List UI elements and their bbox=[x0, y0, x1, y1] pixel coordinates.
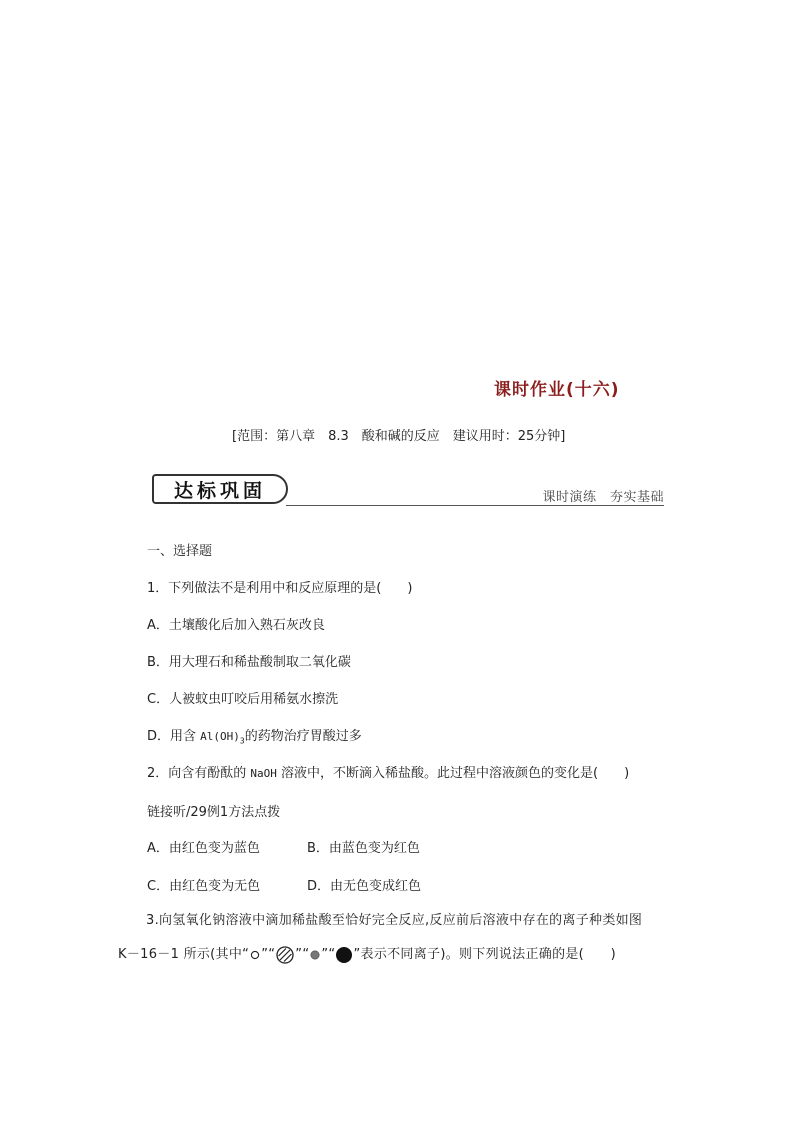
q3-line2-suffix: 表示不同离子)。则下列说法正确的是( ) bbox=[360, 947, 617, 962]
q1-option-d-suffix: 的药物治疗胃酸过多 bbox=[244, 729, 362, 744]
q3-line2-prefix: K－16－1 所示(其中“ bbox=[118, 947, 250, 962]
banner-divider bbox=[286, 505, 664, 506]
formula-aloh3: Al(OH) bbox=[200, 730, 240, 743]
q1-option-c: C．人被蚊虫叮咬后用稀氨水擦洗 bbox=[147, 692, 339, 707]
close-quote-2: ” bbox=[295, 947, 303, 962]
open-quote-2: “ bbox=[268, 947, 276, 962]
range-line: [范围：第八章 8.3 酸和碱的反应 建议用时：25分钟] bbox=[232, 429, 566, 444]
open-circle-icon bbox=[249, 949, 261, 961]
banner-tab-label: 达标巩固 bbox=[173, 479, 266, 502]
close-quote-4: ” bbox=[353, 947, 361, 962]
hatched-circle-icon bbox=[275, 945, 295, 965]
formula-naoh: NaOH bbox=[250, 767, 277, 780]
q1-option-d-prefix: D．用含 bbox=[147, 729, 201, 744]
q1-option-a: A．土壤酸化后加入熟石灰改良 bbox=[147, 618, 325, 633]
page-title: 课时作业(十六) bbox=[494, 380, 620, 400]
q2-option-c: C．由红色变为无色 bbox=[147, 879, 261, 894]
q1-option-d bbox=[147, 725, 362, 746]
close-quote-1: ” bbox=[261, 947, 269, 962]
black-dot-icon bbox=[335, 946, 353, 964]
formula-subscript: 3 bbox=[239, 736, 245, 746]
q1-option-b: B．用大理石和稀盐酸制取二氧化碳 bbox=[147, 655, 351, 670]
close-quote-3: ” bbox=[321, 947, 329, 962]
q1-stem: 1．下列做法不是利用中和反应原理的是( ) bbox=[147, 581, 413, 596]
banner-tab bbox=[152, 474, 288, 504]
q2-option-b: B．由蓝色变为红色 bbox=[307, 841, 420, 856]
q2-link: 链接听/29例1方法点拨 bbox=[147, 805, 281, 820]
q3-line1: 3.向氢氧化钠溶液中滴加稀盐酸至恰好完全反应,反应前后溶液中存在的离子种类如图 bbox=[146, 913, 643, 928]
section-heading: 一、选择题 bbox=[147, 544, 213, 559]
q2-stem bbox=[147, 762, 629, 781]
banner-right-text: 课时演练 夯实基础 bbox=[542, 490, 664, 505]
q2-option-d: D．由无色变成红色 bbox=[307, 879, 422, 894]
q2-stem-prefix: 2．向含有酚酞的 bbox=[147, 766, 251, 781]
open-quote-4: “ bbox=[328, 947, 336, 962]
q3-line2 bbox=[118, 943, 616, 965]
q2-stem-suffix: 溶液中，不断滴入稀盐酸。此过程中溶液颜色的变化是( ) bbox=[276, 766, 630, 781]
gray-dot-icon bbox=[309, 949, 321, 961]
section-banner bbox=[152, 474, 664, 508]
q2-option-a: A．由红色变为蓝色 bbox=[147, 841, 260, 856]
open-quote-3: “ bbox=[302, 947, 310, 962]
